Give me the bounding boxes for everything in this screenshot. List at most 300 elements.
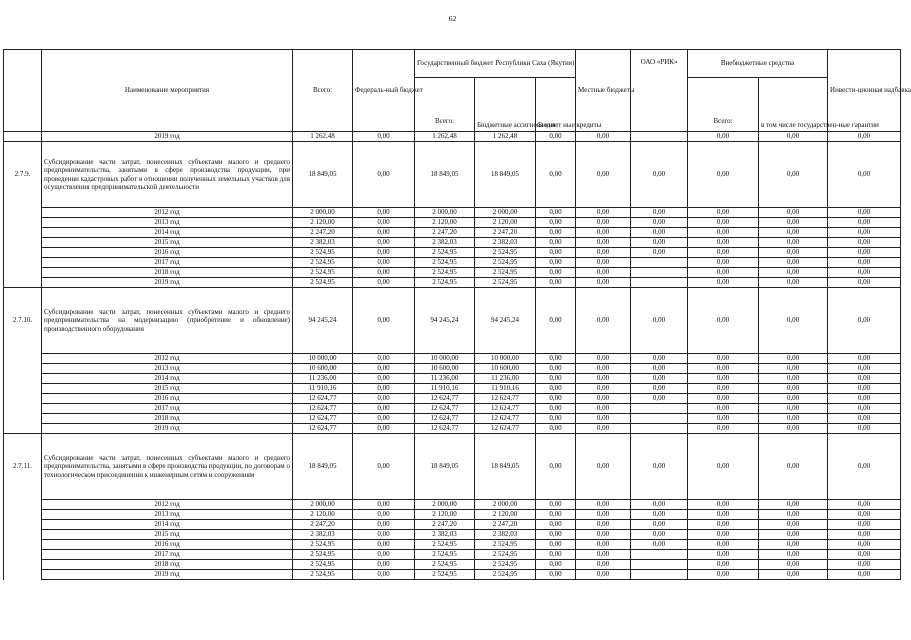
- cell-value: 0,00: [631, 208, 688, 218]
- cell-value: 11 910,16: [293, 384, 353, 394]
- cell-value: 0,00: [353, 424, 415, 434]
- cell-value: 0,00: [353, 560, 415, 570]
- cell-value: 2 524,95: [475, 258, 536, 268]
- row-name: 2018 год: [42, 414, 293, 424]
- cell-value: 2 000,00: [293, 208, 353, 218]
- cell-value: 2 524,95: [293, 560, 353, 570]
- cell-value: 0,00: [536, 364, 576, 374]
- row-name: 2018 год: [42, 268, 293, 278]
- row-code: [4, 228, 42, 238]
- cell-value: 1 262,48: [475, 132, 536, 142]
- cell-value: 0,00: [631, 142, 688, 208]
- cell-value: 0,00: [688, 540, 759, 550]
- cell-value: 0,00: [688, 510, 759, 520]
- cell-value: 0,00: [576, 500, 631, 510]
- cell-value: 0,00: [536, 218, 576, 228]
- cell-value: 0,00: [688, 560, 759, 570]
- cell-value: 0,00: [353, 394, 415, 404]
- cell-value: 12 624,77: [415, 414, 475, 424]
- row-code: [4, 268, 42, 278]
- cell-value: 12 624,77: [293, 424, 353, 434]
- cell-value: 0,00: [828, 248, 901, 258]
- cell-value: 0,00: [576, 218, 631, 228]
- cell-value: 0,00: [828, 218, 901, 228]
- page-number: 62: [448, 14, 457, 23]
- row-name: 2013 год: [42, 364, 293, 374]
- cell-value: 2 524,95: [293, 278, 353, 288]
- cell-value: 2 000,00: [415, 500, 475, 510]
- cell-value: 0,00: [576, 238, 631, 248]
- table-row: [4, 374, 901, 384]
- cell-value: 0,00: [576, 384, 631, 394]
- cell-value: 2 524,95: [475, 550, 536, 560]
- cell-value: [631, 278, 688, 288]
- cell-value: 0,00: [631, 530, 688, 540]
- row-code: [4, 208, 42, 218]
- cell-value: 0,00: [688, 404, 759, 414]
- cell-value: 0,00: [828, 434, 901, 500]
- cell-value: 0,00: [688, 228, 759, 238]
- cell-value: 2 382,03: [475, 530, 536, 540]
- cell-value: 0,00: [536, 560, 576, 570]
- cell-value: 2 382,03: [293, 530, 353, 540]
- cell-value: 0,00: [828, 258, 901, 268]
- cell-value: 0,00: [631, 248, 688, 258]
- row-code: [4, 560, 42, 570]
- table-row: [4, 132, 901, 142]
- cell-value: 0,00: [828, 288, 901, 354]
- row-code: [4, 550, 42, 560]
- cell-value: 0,00: [688, 500, 759, 510]
- cell-value: 12 624,77: [415, 404, 475, 414]
- cell-value: 2 524,95: [475, 560, 536, 570]
- header-extra-total: Всего:: [688, 78, 759, 132]
- cell-value: 0,00: [576, 268, 631, 278]
- cell-value: 2 382,03: [475, 238, 536, 248]
- row-name: 2013 год: [42, 218, 293, 228]
- cell-value: 0,00: [576, 404, 631, 414]
- cell-value: [631, 550, 688, 560]
- cell-value: 2 524,95: [415, 570, 475, 580]
- row-code: [4, 500, 42, 510]
- cell-value: 0,00: [688, 278, 759, 288]
- cell-value: 0,00: [828, 414, 901, 424]
- cell-value: 0,00: [828, 540, 901, 550]
- cell-value: 2 524,95: [415, 550, 475, 560]
- cell-value: 2 524,95: [415, 248, 475, 258]
- table-row: [4, 278, 901, 288]
- cell-value: 2 247,20: [475, 520, 536, 530]
- cell-value: 0,00: [759, 288, 828, 354]
- cell-value: 2 000,00: [475, 500, 536, 510]
- cell-value: 2 120,00: [293, 218, 353, 228]
- header-state-credits: Бюджет ные кредиты: [536, 78, 576, 132]
- row-code: [4, 424, 42, 434]
- cell-value: 2 524,95: [415, 268, 475, 278]
- row-name: Субсидирование части затрат, понесенных субъектами малого и среднего предпринимательства, занятыми в сфере производства продукции, при проведении кадастровых работ в отношении полученных земельных участков для осуществления предпринимательской деятельности: [42, 142, 293, 208]
- header-total: Всего:: [293, 50, 353, 132]
- cell-value: 0,00: [576, 364, 631, 374]
- cell-value: 2 524,95: [475, 248, 536, 258]
- cell-value: 0,00: [536, 288, 576, 354]
- row-code: [4, 218, 42, 228]
- cell-value: 12 624,77: [293, 404, 353, 414]
- cell-value: 0,00: [576, 550, 631, 560]
- cell-value: 1 262,48: [415, 132, 475, 142]
- cell-value: 0,00: [828, 500, 901, 510]
- row-name: 2014 год: [42, 520, 293, 530]
- cell-value: 0,00: [536, 208, 576, 218]
- table-row: [4, 394, 901, 404]
- cell-value: 18 849,05: [293, 434, 353, 500]
- cell-value: 0,00: [828, 570, 901, 580]
- table-row: [4, 218, 901, 228]
- cell-value: 0,00: [631, 288, 688, 354]
- cell-value: 0,00: [576, 278, 631, 288]
- cell-value: 0,00: [759, 258, 828, 268]
- cell-value: 0,00: [353, 540, 415, 550]
- row-name: 2019 год: [42, 424, 293, 434]
- cell-value: 0,00: [576, 288, 631, 354]
- cell-value: 0,00: [536, 394, 576, 404]
- cell-value: 1 262,48: [293, 132, 353, 142]
- table-row-measure: [4, 434, 901, 500]
- cell-value: 0,00: [631, 374, 688, 384]
- cell-value: 12 624,77: [475, 414, 536, 424]
- cell-value: 12 624,77: [415, 394, 475, 404]
- cell-value: 0,00: [828, 384, 901, 394]
- cell-value: 0,00: [353, 228, 415, 238]
- cell-value: 0,00: [828, 530, 901, 540]
- cell-value: 0,00: [353, 268, 415, 278]
- table-row: [4, 364, 901, 374]
- cell-value: 0,00: [353, 218, 415, 228]
- row-code: [4, 394, 42, 404]
- cell-value: 0,00: [536, 268, 576, 278]
- cell-value: 18 849,05: [415, 434, 475, 500]
- cell-value: 0,00: [576, 434, 631, 500]
- row-code: [4, 258, 42, 268]
- cell-value: 0,00: [576, 530, 631, 540]
- cell-value: 0,00: [536, 434, 576, 500]
- header-federal: Федераль-ный бюджет: [353, 50, 415, 132]
- table-row: [4, 354, 901, 364]
- cell-value: 0,00: [536, 238, 576, 248]
- cell-value: 0,00: [353, 208, 415, 218]
- cell-value: 0,00: [631, 510, 688, 520]
- table-row: [4, 424, 901, 434]
- cell-value: [631, 404, 688, 414]
- header-state-total: Всего:: [415, 78, 475, 132]
- cell-value: 0,00: [688, 384, 759, 394]
- header-invest: Инвести-ционная надбавка: [828, 50, 901, 132]
- row-code: [4, 414, 42, 424]
- cell-value: 0,00: [576, 354, 631, 364]
- cell-value: 2 000,00: [293, 500, 353, 510]
- row-code: [4, 570, 42, 580]
- cell-value: 0,00: [353, 414, 415, 424]
- table-row: [4, 384, 901, 394]
- cell-value: 0,00: [759, 218, 828, 228]
- table-row: [4, 570, 901, 580]
- cell-value: 10 000,00: [415, 354, 475, 364]
- cell-value: [631, 560, 688, 570]
- cell-value: 0,00: [353, 278, 415, 288]
- cell-value: 0,00: [828, 238, 901, 248]
- row-code: [4, 510, 42, 520]
- cell-value: 0,00: [759, 560, 828, 570]
- cell-value: 0,00: [536, 570, 576, 580]
- cell-value: 0,00: [828, 424, 901, 434]
- cell-value: 0,00: [631, 434, 688, 500]
- cell-value: 0,00: [353, 248, 415, 258]
- table-body: [4, 132, 901, 580]
- cell-value: 2 524,95: [293, 258, 353, 268]
- cell-value: 0,00: [759, 540, 828, 550]
- row-name: 2012 год: [42, 208, 293, 218]
- cell-value: 0,00: [759, 530, 828, 540]
- cell-value: 0,00: [353, 238, 415, 248]
- cell-value: 0,00: [759, 414, 828, 424]
- cell-value: 2 524,95: [415, 540, 475, 550]
- row-name: 2015 год: [42, 238, 293, 248]
- row-code: 2.7.10.: [4, 288, 42, 354]
- row-name: 2015 год: [42, 530, 293, 540]
- cell-value: 0,00: [688, 268, 759, 278]
- row-name: 2014 год: [42, 374, 293, 384]
- cell-value: 0,00: [353, 374, 415, 384]
- cell-value: 0,00: [688, 248, 759, 258]
- cell-value: 0,00: [353, 258, 415, 268]
- cell-value: 0,00: [353, 384, 415, 394]
- table-row-measure: [4, 142, 901, 208]
- cell-value: 0,00: [576, 228, 631, 238]
- table-row: [4, 248, 901, 258]
- cell-value: 0,00: [576, 394, 631, 404]
- cell-value: 2 524,95: [415, 258, 475, 268]
- table-header: [4, 50, 911, 132]
- cell-value: 18 849,05: [415, 142, 475, 208]
- cell-value: 12 624,77: [293, 394, 353, 404]
- table-row: [4, 208, 901, 218]
- cell-value: 0,00: [688, 434, 759, 500]
- cell-value: 0,00: [536, 228, 576, 238]
- cell-value: 0,00: [759, 570, 828, 580]
- row-code: [4, 404, 42, 414]
- cell-value: 0,00: [759, 228, 828, 238]
- row-name: 2016 год: [42, 248, 293, 258]
- row-name: 2014 год: [42, 228, 293, 238]
- cell-value: 0,00: [688, 288, 759, 354]
- cell-value: 2 247,20: [293, 520, 353, 530]
- cell-value: 2 247,20: [415, 520, 475, 530]
- cell-value: 12 624,77: [415, 424, 475, 434]
- cell-value: 0,00: [536, 424, 576, 434]
- cell-value: 0,00: [759, 520, 828, 530]
- cell-value: 0,00: [536, 530, 576, 540]
- cell-value: 0,00: [631, 540, 688, 550]
- cell-value: 0,00: [631, 228, 688, 238]
- cell-value: 0,00: [536, 384, 576, 394]
- cell-value: 0,00: [759, 142, 828, 208]
- cell-value: 0,00: [688, 530, 759, 540]
- row-name: 2013 год: [42, 510, 293, 520]
- cell-value: 10 600,00: [415, 364, 475, 374]
- cell-value: 10 000,00: [475, 354, 536, 364]
- cell-value: 94 245,24: [475, 288, 536, 354]
- cell-value: 2 000,00: [475, 208, 536, 218]
- cell-value: 0,00: [536, 354, 576, 364]
- row-name: 2019 год: [42, 570, 293, 580]
- cell-value: 0,00: [828, 404, 901, 414]
- cell-value: 0,00: [631, 238, 688, 248]
- cell-value: 94 245,24: [293, 288, 353, 354]
- cell-value: 0,00: [828, 364, 901, 374]
- cell-value: 0,00: [536, 248, 576, 258]
- cell-value: 0,00: [536, 414, 576, 424]
- cell-value: [631, 414, 688, 424]
- cell-value: 0,00: [688, 258, 759, 268]
- cell-value: 0,00: [759, 132, 828, 142]
- header-state-appropriations: Бюджетные ассигнова ния: [475, 78, 536, 132]
- cell-value: 12 624,77: [475, 394, 536, 404]
- header-state-budget: Государственный бюджет Республики Саха (Якутия): [415, 50, 576, 78]
- row-name: 2012 год: [42, 354, 293, 364]
- row-code: [4, 238, 42, 248]
- cell-value: 0,00: [828, 268, 901, 278]
- row-name: Субсидирование части затрат, понесенных субъектами малого и среднего предпринимательства, занятыми в сфере производства продукции, по договорам о технологическом присоединении к инженерным сетям и сооружениям: [42, 434, 293, 500]
- cell-value: 0,00: [353, 434, 415, 500]
- header-extra-guarantee: в том числе государствен-ные гарантии: [759, 78, 828, 132]
- table-row: [4, 414, 901, 424]
- table-row: [4, 510, 901, 520]
- cell-value: 2 382,03: [415, 530, 475, 540]
- table-row: [4, 238, 901, 248]
- cell-value: 0,00: [353, 404, 415, 414]
- row-code: [4, 364, 42, 374]
- table-row: [4, 550, 901, 560]
- cell-value: 2 524,95: [293, 540, 353, 550]
- cell-value: 0,00: [576, 258, 631, 268]
- cell-value: 0,00: [536, 520, 576, 530]
- cell-value: 11 910,16: [475, 384, 536, 394]
- cell-value: 0,00: [631, 384, 688, 394]
- cell-value: 0,00: [576, 520, 631, 530]
- cell-value: 0,00: [631, 520, 688, 530]
- cell-value: 2 524,95: [293, 550, 353, 560]
- cell-value: 12 624,77: [475, 424, 536, 434]
- cell-value: 0,00: [353, 520, 415, 530]
- cell-value: 0,00: [759, 384, 828, 394]
- table-row: [4, 560, 901, 570]
- header-code: [4, 50, 42, 132]
- cell-value: 0,00: [688, 520, 759, 530]
- cell-value: 0,00: [759, 394, 828, 404]
- row-code: [4, 540, 42, 550]
- row-name: 2012 год: [42, 500, 293, 510]
- cell-value: 0,00: [536, 540, 576, 550]
- cell-value: 0,00: [353, 354, 415, 364]
- cell-value: 11 236,00: [415, 374, 475, 384]
- cell-value: 0,00: [828, 142, 901, 208]
- cell-value: 0,00: [576, 424, 631, 434]
- row-name: 2017 год: [42, 550, 293, 560]
- row-name: 2015 год: [42, 384, 293, 394]
- cell-value: 2 247,20: [475, 228, 536, 238]
- cell-value: 0,00: [576, 132, 631, 142]
- cell-value: 2 524,95: [415, 278, 475, 288]
- cell-value: 0,00: [828, 354, 901, 364]
- cell-value: 0,00: [536, 374, 576, 384]
- cell-value: 0,00: [631, 354, 688, 364]
- header-local: Местные бюджеты: [576, 50, 631, 132]
- cell-value: 2 524,95: [293, 570, 353, 580]
- cell-value: 0,00: [759, 510, 828, 520]
- cell-value: 0,00: [688, 218, 759, 228]
- cell-value: 12 624,77: [293, 414, 353, 424]
- cell-value: 0,00: [759, 500, 828, 510]
- row-code: [4, 374, 42, 384]
- cell-value: 0,00: [828, 560, 901, 570]
- header-extra: Внебюджетные средства: [688, 50, 828, 78]
- table-row-measure: [4, 288, 901, 354]
- row-name: 2017 год: [42, 404, 293, 414]
- cell-value: 0,00: [759, 364, 828, 374]
- cell-value: 0,00: [353, 132, 415, 142]
- cell-value: 0,00: [536, 258, 576, 268]
- cell-value: 0,00: [353, 288, 415, 354]
- table-row: [4, 404, 901, 414]
- cell-value: 12 624,77: [475, 404, 536, 414]
- cell-value: 0,00: [353, 530, 415, 540]
- table-row: [4, 228, 901, 238]
- cell-value: 0,00: [576, 142, 631, 208]
- cell-value: 0,00: [576, 540, 631, 550]
- row-code: 2.7.9.: [4, 142, 42, 208]
- cell-value: 0,00: [688, 374, 759, 384]
- cell-value: 0,00: [353, 510, 415, 520]
- cell-value: 0,00: [828, 520, 901, 530]
- row-name: 2019 год: [42, 132, 293, 142]
- cell-value: 0,00: [759, 208, 828, 218]
- row-code: [4, 354, 42, 364]
- cell-value: 0,00: [688, 238, 759, 248]
- table-row: [4, 258, 901, 268]
- row-code: 2.7.11.: [4, 434, 42, 500]
- cell-value: 18 849,05: [293, 142, 353, 208]
- row-code: [4, 278, 42, 288]
- cell-value: 0,00: [576, 570, 631, 580]
- cell-value: 2 120,00: [475, 218, 536, 228]
- header-rik: ОАО «РИК»: [631, 50, 688, 132]
- cell-value: 0,00: [759, 550, 828, 560]
- cell-value: 18 849,05: [475, 434, 536, 500]
- cell-value: 0,00: [759, 404, 828, 414]
- cell-value: 0,00: [688, 414, 759, 424]
- cell-value: [631, 424, 688, 434]
- cell-value: 0,00: [759, 424, 828, 434]
- cell-value: 0,00: [759, 248, 828, 258]
- row-code: [4, 384, 42, 394]
- cell-value: 0,00: [576, 248, 631, 258]
- cell-value: 0,00: [631, 394, 688, 404]
- cell-value: [631, 258, 688, 268]
- cell-value: 0,00: [353, 570, 415, 580]
- cell-value: 0,00: [631, 500, 688, 510]
- table-row: [4, 520, 901, 530]
- cell-value: 0,00: [759, 268, 828, 278]
- cell-value: 2 247,20: [415, 228, 475, 238]
